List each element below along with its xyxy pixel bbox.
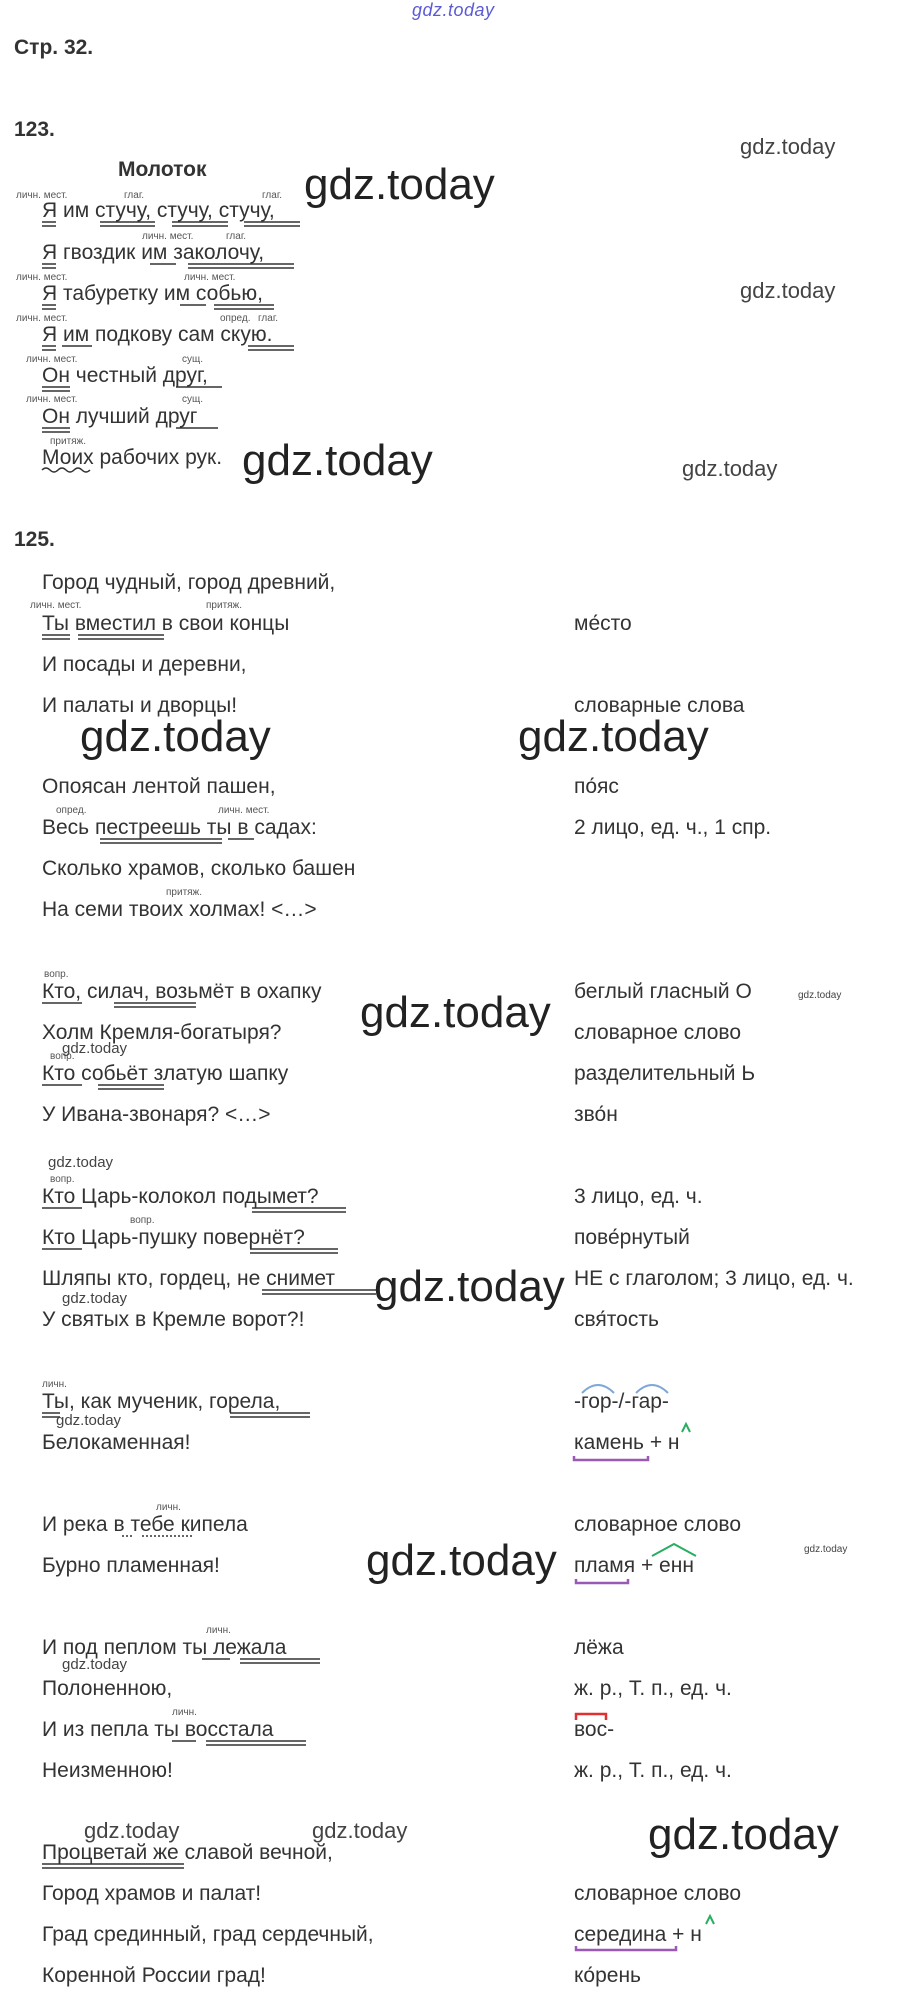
tag-vopr: вопр. (44, 969, 69, 980)
tag-lichn: личн. (156, 1502, 181, 1513)
poem-line: Я им стучу, стучу, стучу, (42, 199, 275, 222)
tag-lichn: личн. (172, 1707, 197, 1718)
poem-line: И река в тебе кипела (42, 1513, 248, 1536)
note: зво́н (574, 1103, 618, 1126)
note: 2 лицо, ед. ч., 1 спр. (574, 816, 772, 839)
note: пламя + енн (574, 1554, 694, 1577)
watermark: gdz.today (80, 712, 271, 761)
poem-line: Сколько храмов, сколько башен (42, 857, 356, 880)
poem-line: Процветай же славой вечной, (42, 1841, 333, 1864)
watermark: gdz.today (648, 1810, 839, 1859)
tag-lichn-mest: личн. мест. (16, 190, 68, 201)
tag-glag: глаг. (258, 313, 279, 324)
tag-lichn-mest: личн. мест. (26, 354, 78, 365)
poem-line: У святых в Кремле ворот?! (42, 1308, 305, 1331)
note: камень + н (574, 1431, 680, 1454)
tag-prityazh: притяж. (166, 887, 203, 898)
tag-vopr: вопр. (50, 1174, 75, 1185)
tag-glag: глаг. (124, 190, 145, 201)
poem-line: Город чудный, город древний, (42, 571, 336, 594)
poem-line: Кто Царь-пушку повернёт? (42, 1226, 305, 1249)
tag-vopr: вопр. (130, 1215, 155, 1226)
watermark: gdz.today (304, 160, 495, 209)
note: середина + н (574, 1923, 702, 1946)
poem-line: Бурно пламенная! (42, 1554, 220, 1577)
exercise-125-number: 125. (14, 528, 55, 551)
watermark: gdz.today (56, 1412, 122, 1429)
poem-line: Я им подкову сам скую. (42, 323, 273, 346)
poem-line: Кто собьёт златую шапку (42, 1062, 289, 1085)
watermark: gdz.today (682, 456, 778, 481)
top-watermark: gdz.today (412, 0, 495, 20)
watermark: gdz.today (62, 1290, 128, 1307)
tag-lichn: личн. (206, 1625, 231, 1636)
poem-line: Неизменною! (42, 1759, 173, 1782)
poem-line: Ты вместил в свои концы (42, 612, 290, 635)
watermark: gdz.today (798, 990, 842, 1001)
watermark: gdz.today (366, 1536, 557, 1585)
poem-line: Моих рабочих рук. (42, 446, 223, 469)
poem-line: На семи твоих холмах! <…> (42, 898, 317, 921)
watermark: gdz.today (740, 134, 836, 159)
watermark: gdz.today (62, 1040, 128, 1057)
watermark: gdz.today (242, 436, 433, 485)
tag-lichn-mest: личн. мест. (142, 231, 194, 242)
poem-line: И посады и деревни, (42, 653, 247, 676)
note: ж. р., Т. п., ед. ч. (574, 1759, 732, 1782)
tag-lichn-mest: личн. мест. (26, 394, 78, 405)
poem-line: Опоясан лентой пашен, (42, 775, 276, 798)
watermark: gdz.today (374, 1262, 565, 1311)
tag-sushch: сущ. (182, 354, 204, 365)
poem-line: Белокаменная! (42, 1431, 191, 1454)
tag-vopr: вопр. (50, 1051, 75, 1062)
tag-lichn-mest: личн. мест. (218, 805, 270, 816)
tag-lichn-mest: личн. мест. (16, 313, 68, 324)
page-header: Стр. 32. (14, 36, 94, 59)
watermark: gdz.today (518, 712, 709, 761)
tag-glag: глаг. (226, 231, 247, 242)
tag-glag: глаг. (262, 190, 283, 201)
poem-line: Я гвоздик им заколочу, (42, 241, 265, 264)
watermark: gdz.today (62, 1656, 128, 1673)
poem-line: Холм Кремля-богатыря? (42, 1021, 282, 1044)
tag-sushch: сущ. (182, 394, 204, 405)
poem-line: Он лучший друг (42, 405, 198, 428)
note: 3 лицо, ед. ч. (574, 1185, 703, 1208)
tag-opred: опред. (220, 313, 251, 324)
poem-line: Коренной России град! (42, 1964, 266, 1987)
poem-line: И из пепла ты восстала (42, 1718, 274, 1741)
tag-lichn-mest: личн. мест. (30, 600, 82, 611)
poem-line: Город храмов и палат! (42, 1882, 262, 1905)
poem-line: Кто, силач, возьмёт в охапку (42, 980, 322, 1003)
tag-lichn: личн. мест. (184, 272, 236, 283)
poem-line: Кто Царь-колокол подымет? (42, 1185, 319, 1208)
tag-lichn: личн. (42, 1379, 67, 1390)
note: ме́сто (574, 612, 632, 635)
note: словарное слово (574, 1021, 742, 1044)
note: пове́рнутый (574, 1226, 690, 1249)
poem-line: И палаты и дворцы! (42, 694, 238, 717)
note: -гор-/-гар- (574, 1390, 669, 1413)
note: вос- (574, 1718, 615, 1741)
watermark: gdz.today (740, 278, 836, 303)
note: беглый гласный О (574, 980, 752, 1003)
poem-line: Я табуретку им собью, (42, 282, 263, 305)
watermark: gdz.today (312, 1818, 408, 1843)
watermark: gdz.today (360, 988, 551, 1037)
note: НЕ с глаголом; 3 лицо, ед. ч. (574, 1267, 854, 1290)
tag-prityazh: притяж. (206, 600, 243, 611)
watermark: gdz.today (84, 1818, 180, 1843)
note: свя́тость (574, 1308, 659, 1331)
note: ко́рень (574, 1964, 641, 1987)
note: лёжа (574, 1636, 624, 1659)
poem-line: Он честный друг, (42, 364, 208, 387)
tag-opred: опред. (56, 805, 87, 816)
poem-line: Ты, как мученик, горела, (42, 1390, 281, 1413)
poem-title: Молоток (118, 158, 207, 181)
poem-line: Град срединный, град сердечный, (42, 1923, 374, 1946)
note: словарные слова (574, 694, 745, 717)
note: словарное слово (574, 1513, 742, 1536)
note: ж. р., Т. п., ед. ч. (574, 1677, 732, 1700)
tag-prityazh: притяж. (50, 436, 87, 447)
watermark: gdz.today (48, 1154, 114, 1171)
poem-line: Полоненною, (42, 1677, 173, 1700)
note: по́яс (574, 775, 619, 798)
poem-line: У Ивана-звонаря? <…> (42, 1103, 271, 1126)
tag-lichn-mest: личн. мест. (16, 272, 68, 283)
note: разделительный Ь (574, 1062, 756, 1085)
exercise-123-number: 123. (14, 118, 55, 141)
watermark: gdz.today (804, 1544, 848, 1555)
note: словарное слово (574, 1882, 742, 1905)
poem-line: Шляпы кто, гордец, не снимет (42, 1267, 336, 1290)
poem-line: Весь пестреешь ты в садах: (42, 816, 317, 839)
poem-line: И под пеплом ты лежала (42, 1636, 287, 1659)
